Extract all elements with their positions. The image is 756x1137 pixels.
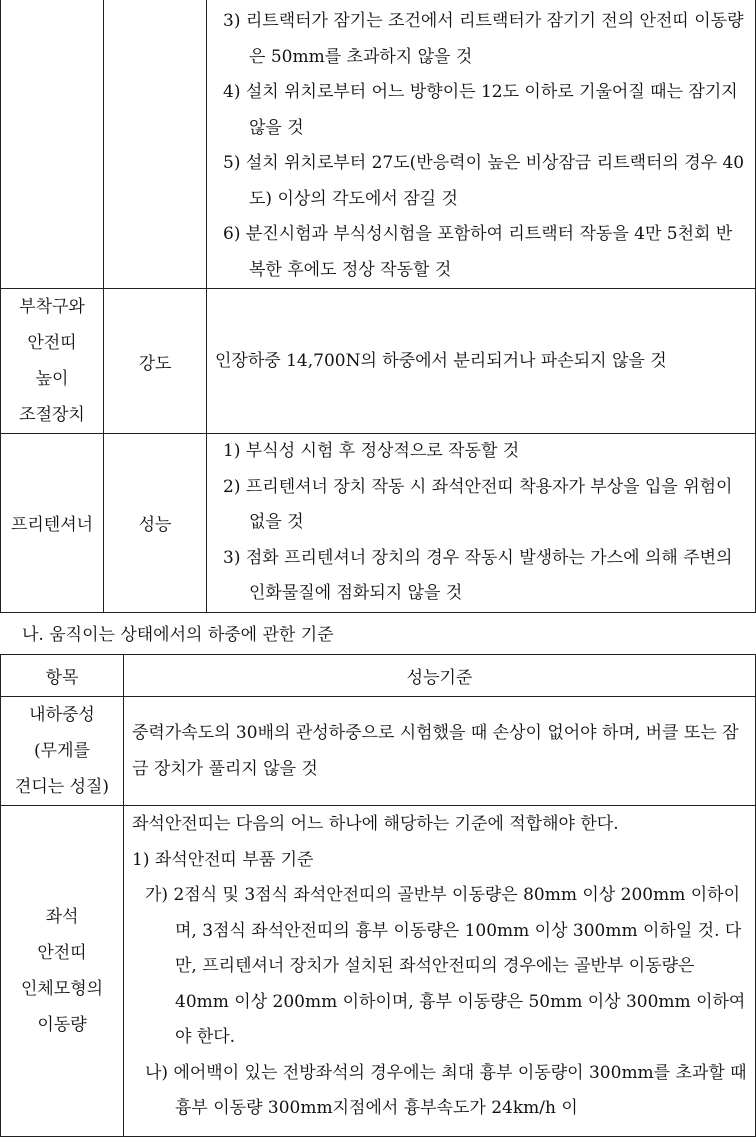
pretensioner-criteria-cell [207,434,756,613]
table-cell-empty [1,0,104,289]
dynamic-load-table [0,654,756,1137]
list-item: 4) 설치 위치로부터 어느 방향이든 12도 이하로 기울어질 때는 잠기지 않을 것 [223,82,738,138]
table-cell-empty [104,0,207,289]
table-row [1,697,756,806]
row-label-displacement: 좌석 안전띠 인체모형의 이동량 [1,806,124,1137]
list-item: 3) 리트랙터가 잠기는 조건에서 리트랙터가 잠기기 전의 안전띠 이동량은 50mm를 초과하지 않을 것 [223,11,744,67]
criteria-intro: 좌석안전띠는 다음의 어느 하나에 해당하는 기준에 적합해야 한다. [132,814,619,834]
retractor-criteria-cell [207,0,756,289]
property-performance: 성능 [104,434,207,613]
list-item: 6) 분진시험과 부식성시험을 포함하여 리트랙터 작동을 4만 5천회 반복한 후에도 정상 작동할 것 [223,224,733,280]
displacement-criteria-cell [124,806,756,1137]
column-header-item: 항목 [1,655,124,697]
section-heading: 나. 움직이는 상태에서의 하중에 관한 기준 [22,625,334,645]
property-strength: 강도 [104,289,207,434]
table-header-row [1,655,756,697]
table-row [1,289,756,434]
list-item: 1) 부식성 시험 후 정상적으로 작동할 것 [223,441,520,461]
row-label-pretensioner: 프리텐셔너 [1,434,104,613]
load-criteria: 중력가속도의 30배의 관성하중으로 시험했을 때 손상이 없어야 하며, 버클 또는 잠금 장치가 풀리지 않을 것 [124,697,756,806]
adjuster-criteria: 인장하중 14,700N의 하중에서 분리되거나 파손되지 않을 것 [207,289,756,434]
table-row [1,806,756,1137]
list-item: 나) 에어백이 있는 전방좌석의 경우에는 최대 흉부 이동량이 300mm를 초과할 때 흉부 이동량 300mm지점에서 흉부속도가 24km/h 이 [145,1062,747,1118]
list-item: 2) 프리텐셔너 장치 작동 시 좌석안전띠 착용자가 부상을 입을 위험이 없을 것 [223,476,733,532]
table-row [1,0,756,289]
row-label-load: 내하중성 (무게를 견디는 성질) [1,697,124,806]
list-item: 5) 설치 위치로부터 27도(반응력이 높은 비상잠금 리트랙터의 경우 40도) 이상의 각도에서 잠길 것 [223,153,745,209]
column-header-criteria: 성능기준 [124,655,756,697]
row-label-adjuster: 부착구와 안전띠 높이 조절장치 [1,289,104,434]
list-item: 3) 점화 프리텐셔너 장치의 경우 작동시 발생하는 가스에 의해 주변의 인화물질에 점화되지 않을 것 [223,547,733,603]
table-row [1,434,756,613]
criteria-subtitle: 1) 좌석안전띠 부품 기준 [132,850,314,870]
list-item: 가) 2점식 및 3점식 좌석안전띠의 골반부 이동량은 80mm 이상 200mm 이하이며, 3점식 좌석안전띠의 흉부 이동량은 100mm 이상 300mm 이하일 것. 다만, 프리텐셔너 장치가 설치된 좌석안전띠의 경우에는 골반부 이동량은 40mm 이상 200mm 이하이며, 흉부 이동량은 50mm 이상 300mm 이하여야 한다. [145,885,746,1047]
